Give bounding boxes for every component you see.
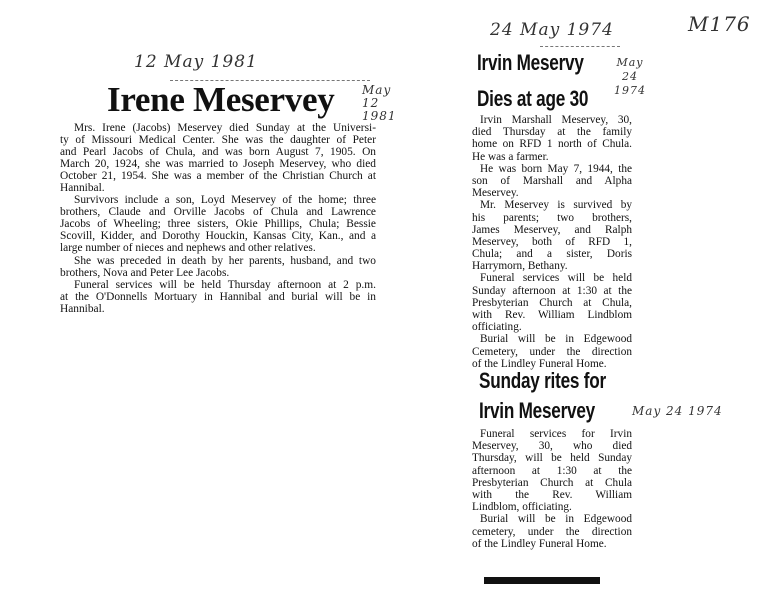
text-line: He was a farmer. bbox=[472, 150, 549, 163]
text-line: cemetery, under the direction bbox=[472, 525, 632, 538]
handwritten-date: 24 May 1974 bbox=[490, 20, 614, 40]
handwritten-date-side: May 12 1981 bbox=[362, 83, 397, 123]
text-line: Harrymorn, Bethany. bbox=[472, 260, 568, 273]
text-line: afternoon at 1:30 at the bbox=[472, 464, 632, 477]
text-line: of the Lindley Funeral Home. bbox=[472, 357, 607, 370]
headline-sunday-line2: Irvin Meservey bbox=[479, 398, 595, 423]
text-line: Scovill, Kidder, and Dorothy Houckin, Kansas City, Kan., and a bbox=[60, 230, 376, 243]
text-line: officiating. bbox=[472, 321, 522, 334]
text-line: Thursday, will be held Sunday bbox=[472, 452, 632, 465]
paragraph bbox=[472, 272, 632, 333]
article-body-irvin bbox=[472, 114, 632, 370]
paragraph bbox=[472, 513, 632, 550]
handwritten-date-side: May 24 1974 bbox=[614, 56, 646, 97]
text-line: home on RFD 1 north of Chula. bbox=[472, 138, 632, 151]
paragraph bbox=[472, 114, 632, 163]
text-line: and Pearl Jacobs of Chula, and was born August 7, 1905. On bbox=[60, 146, 376, 159]
paragraph bbox=[60, 122, 376, 194]
headline-irene: Irene Meservey bbox=[107, 80, 335, 119]
text-line: Presbyterian Church at Chula bbox=[472, 476, 632, 489]
article-body-irene bbox=[60, 122, 376, 315]
text-line: Sunday afternoon at 1:30 at the bbox=[472, 284, 632, 297]
text-line: Meservey. bbox=[472, 187, 519, 200]
paragraph bbox=[60, 194, 376, 254]
text-line: Meservey, 30, who died bbox=[472, 440, 632, 453]
text-line: Hannibal. bbox=[60, 182, 105, 195]
text-line: of the Lindley Funeral Home. bbox=[472, 537, 607, 550]
text-line: at the O'Donnells Mortuary in Hannibal and burial will be in bbox=[60, 290, 376, 303]
text-line: brothers, Claude and Orville Jacobs of Chula and Lawrence bbox=[60, 206, 376, 219]
end-bar bbox=[484, 577, 600, 584]
text-line: Lindblom, officiating. bbox=[472, 501, 572, 514]
text-line: Burial will be in Edgewood bbox=[480, 513, 632, 526]
text-line: Mr. Meservey is survived by bbox=[480, 199, 632, 212]
handwritten-date: May 24 1974 bbox=[632, 404, 723, 418]
text-line: Hannibal. bbox=[60, 302, 105, 315]
divider bbox=[540, 46, 620, 47]
text-line: October 21, 1954. She was a member of the Christian Church at bbox=[60, 170, 376, 183]
text-line: Mrs. Irene (Jacobs) Meservey died Sunday at the Universi- bbox=[74, 122, 376, 134]
paragraph bbox=[60, 279, 376, 315]
text-line: Jacobs of Wheeling; three sisters, Okie Phillips, Chula; Bessie bbox=[60, 218, 376, 231]
article-body-sunday bbox=[472, 428, 632, 550]
archive-label: M176 bbox=[688, 12, 751, 36]
text-line: brothers, Nova and Peter Lee Jacobs. bbox=[60, 266, 230, 279]
text-line: Cemetery, under the direction bbox=[472, 345, 632, 358]
text-line: with Rev. William Lindblom bbox=[472, 309, 632, 321]
paragraph bbox=[472, 199, 632, 272]
headline-irvin-line1: Irvin Meservy bbox=[477, 50, 584, 75]
text-line: March 20, 1924, she was married to Joseph Meservey, who died bbox=[60, 158, 376, 171]
paragraph bbox=[60, 255, 376, 279]
text-line: James Meservey, and Ralph bbox=[472, 223, 632, 236]
text-line: Funeral services will be held bbox=[480, 272, 632, 285]
text-line: Irvin Marshall Meservey, 30, bbox=[480, 114, 632, 126]
text-line: with the Rev. William bbox=[472, 488, 632, 501]
text-line: ty of Missouri Medical Center. She was the daughter of Peter bbox=[60, 134, 376, 147]
text-line: large number of nieces and nephews and other relatives. bbox=[60, 242, 316, 255]
paragraph bbox=[472, 333, 632, 370]
text-line: Survivors include a son, Loyd Meservey of the home; three bbox=[74, 194, 376, 207]
text-line: died Thursday at the family bbox=[472, 126, 632, 139]
text-line: Meservey, both of RFD 1, bbox=[472, 235, 632, 248]
headline-sunday-line1: Sunday rites for bbox=[479, 368, 606, 393]
text-line: Funeral services for Irvin bbox=[480, 428, 632, 440]
headline-irvin-line2: Dies at age 30 bbox=[477, 86, 589, 111]
text-line: son of Marshall and Alpha bbox=[472, 174, 632, 187]
handwritten-date: 12 May 1981 bbox=[134, 52, 258, 72]
text-line: Presbyterian Church at Chula, bbox=[472, 296, 632, 309]
text-line: He was born May 7, 1944, the bbox=[480, 162, 632, 175]
paragraph bbox=[472, 163, 632, 200]
text-line: She was preceded in death by her parents, husband, and two bbox=[74, 254, 376, 267]
text-line: Burial will be in Edgewood bbox=[480, 333, 632, 346]
text-line: Funeral services will be held Thursday afternoon at 2 p.m. bbox=[74, 278, 376, 291]
text-line: Chula; and a sister, Doris bbox=[472, 248, 632, 261]
text-line: his parents; two brothers, bbox=[472, 211, 632, 224]
paragraph bbox=[472, 428, 632, 513]
